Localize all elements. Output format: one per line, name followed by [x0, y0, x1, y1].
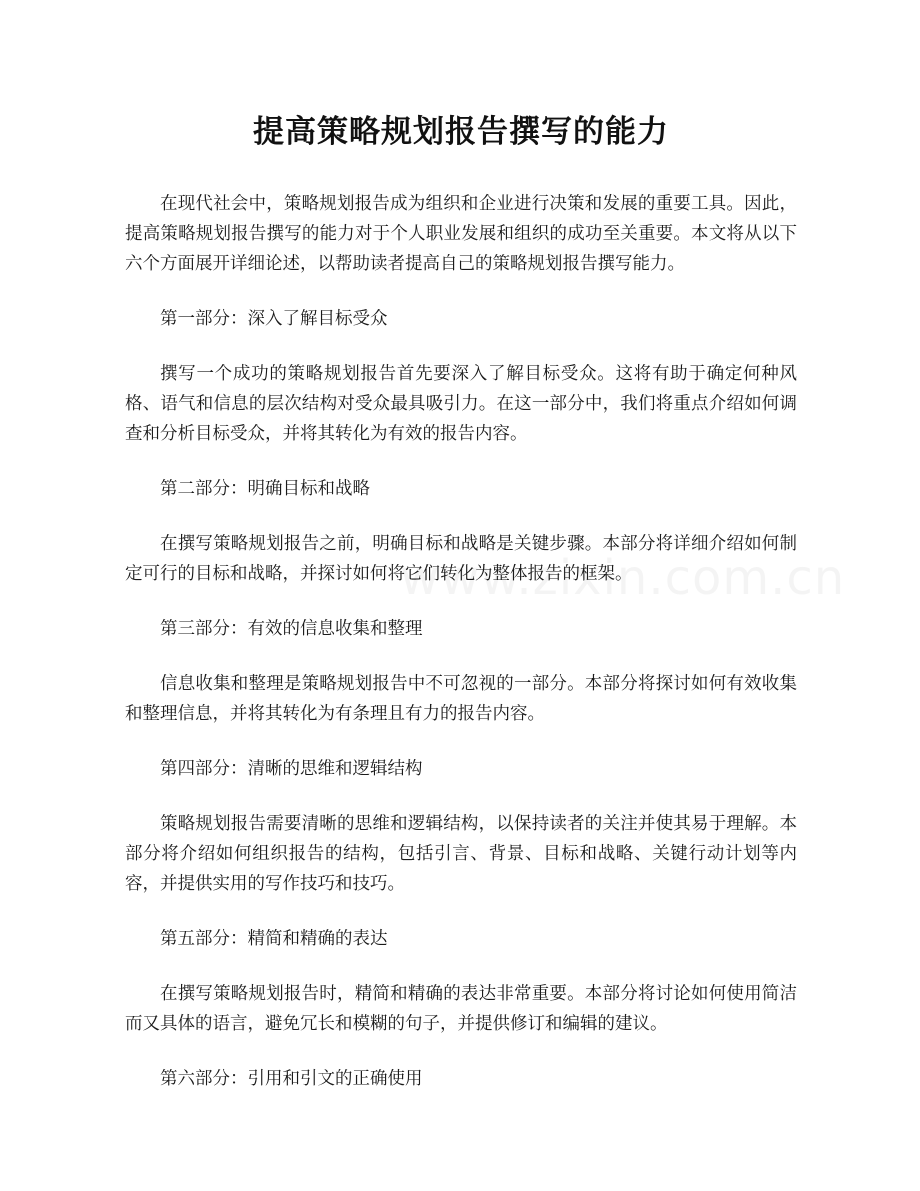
section-heading-5: 第五部分：精简和精确的表达	[160, 929, 388, 949]
section-paragraph-1: 撰写一个成功的策略规划报告首先要深入了解目标受众。这将有助于确定何种风格、语气和信息的层次结构对受众最具吸引力。在这一部分中，我们将重点介绍如何调查和分析目标受众，并将其转化为有效的报告内容。	[125, 364, 797, 444]
section-paragraph-5: 在撰写策略规划报告时，精简和精确的表达非常重要。本部分将讨论如何使用简洁而又具体的语言，避免冗长和模糊的句子，并提供修订和编辑的建议。	[125, 984, 797, 1034]
section-heading-4: 第四部分：清晰的思维和逻辑结构	[160, 759, 423, 779]
document-title: 提高策略规划报告撰写的能力	[253, 114, 669, 150]
section-paragraph-4: 策略规划报告需要清晰的思维和逻辑结构，以保持读者的关注并使其易于理解。本部分将介绍如何组织报告的结构，包括引言、背景、目标和战略、关键行动计划等内容，并提供实用的写作技巧和技巧。	[125, 814, 797, 894]
section-paragraph-2: 在撰写策略规划报告之前，明确目标和战略是关键步骤。本部分将详细介绍如何制定可行的目标和战略，并探讨如何将它们转化为整体报告的框架。	[125, 534, 797, 584]
section-heading-2: 第二部分：明确目标和战略	[160, 479, 370, 499]
section-heading-1: 第一部分：深入了解目标受众	[160, 309, 388, 329]
section-heading-6: 第六部分：引用和引文的正确使用	[160, 1069, 423, 1089]
section-heading-3: 第三部分：有效的信息收集和整理	[160, 619, 423, 639]
section-paragraph-3: 信息收集和整理是策略规划报告中不可忽视的一部分。本部分将探讨如何有效收集和整理信息，并将其转化为有条理且有力的报告内容。	[125, 674, 797, 724]
intro-paragraph: 在现代社会中，策略规划报告成为组织和企业进行决策和发展的重要工具。因此，提高策略规划报告撰写的能力对于个人职业发展和组织的成功至关重要。本文将从以下六个方面展开详细论述，以帮助读者提高自己的策略规划报告撰写能力。	[125, 194, 797, 274]
